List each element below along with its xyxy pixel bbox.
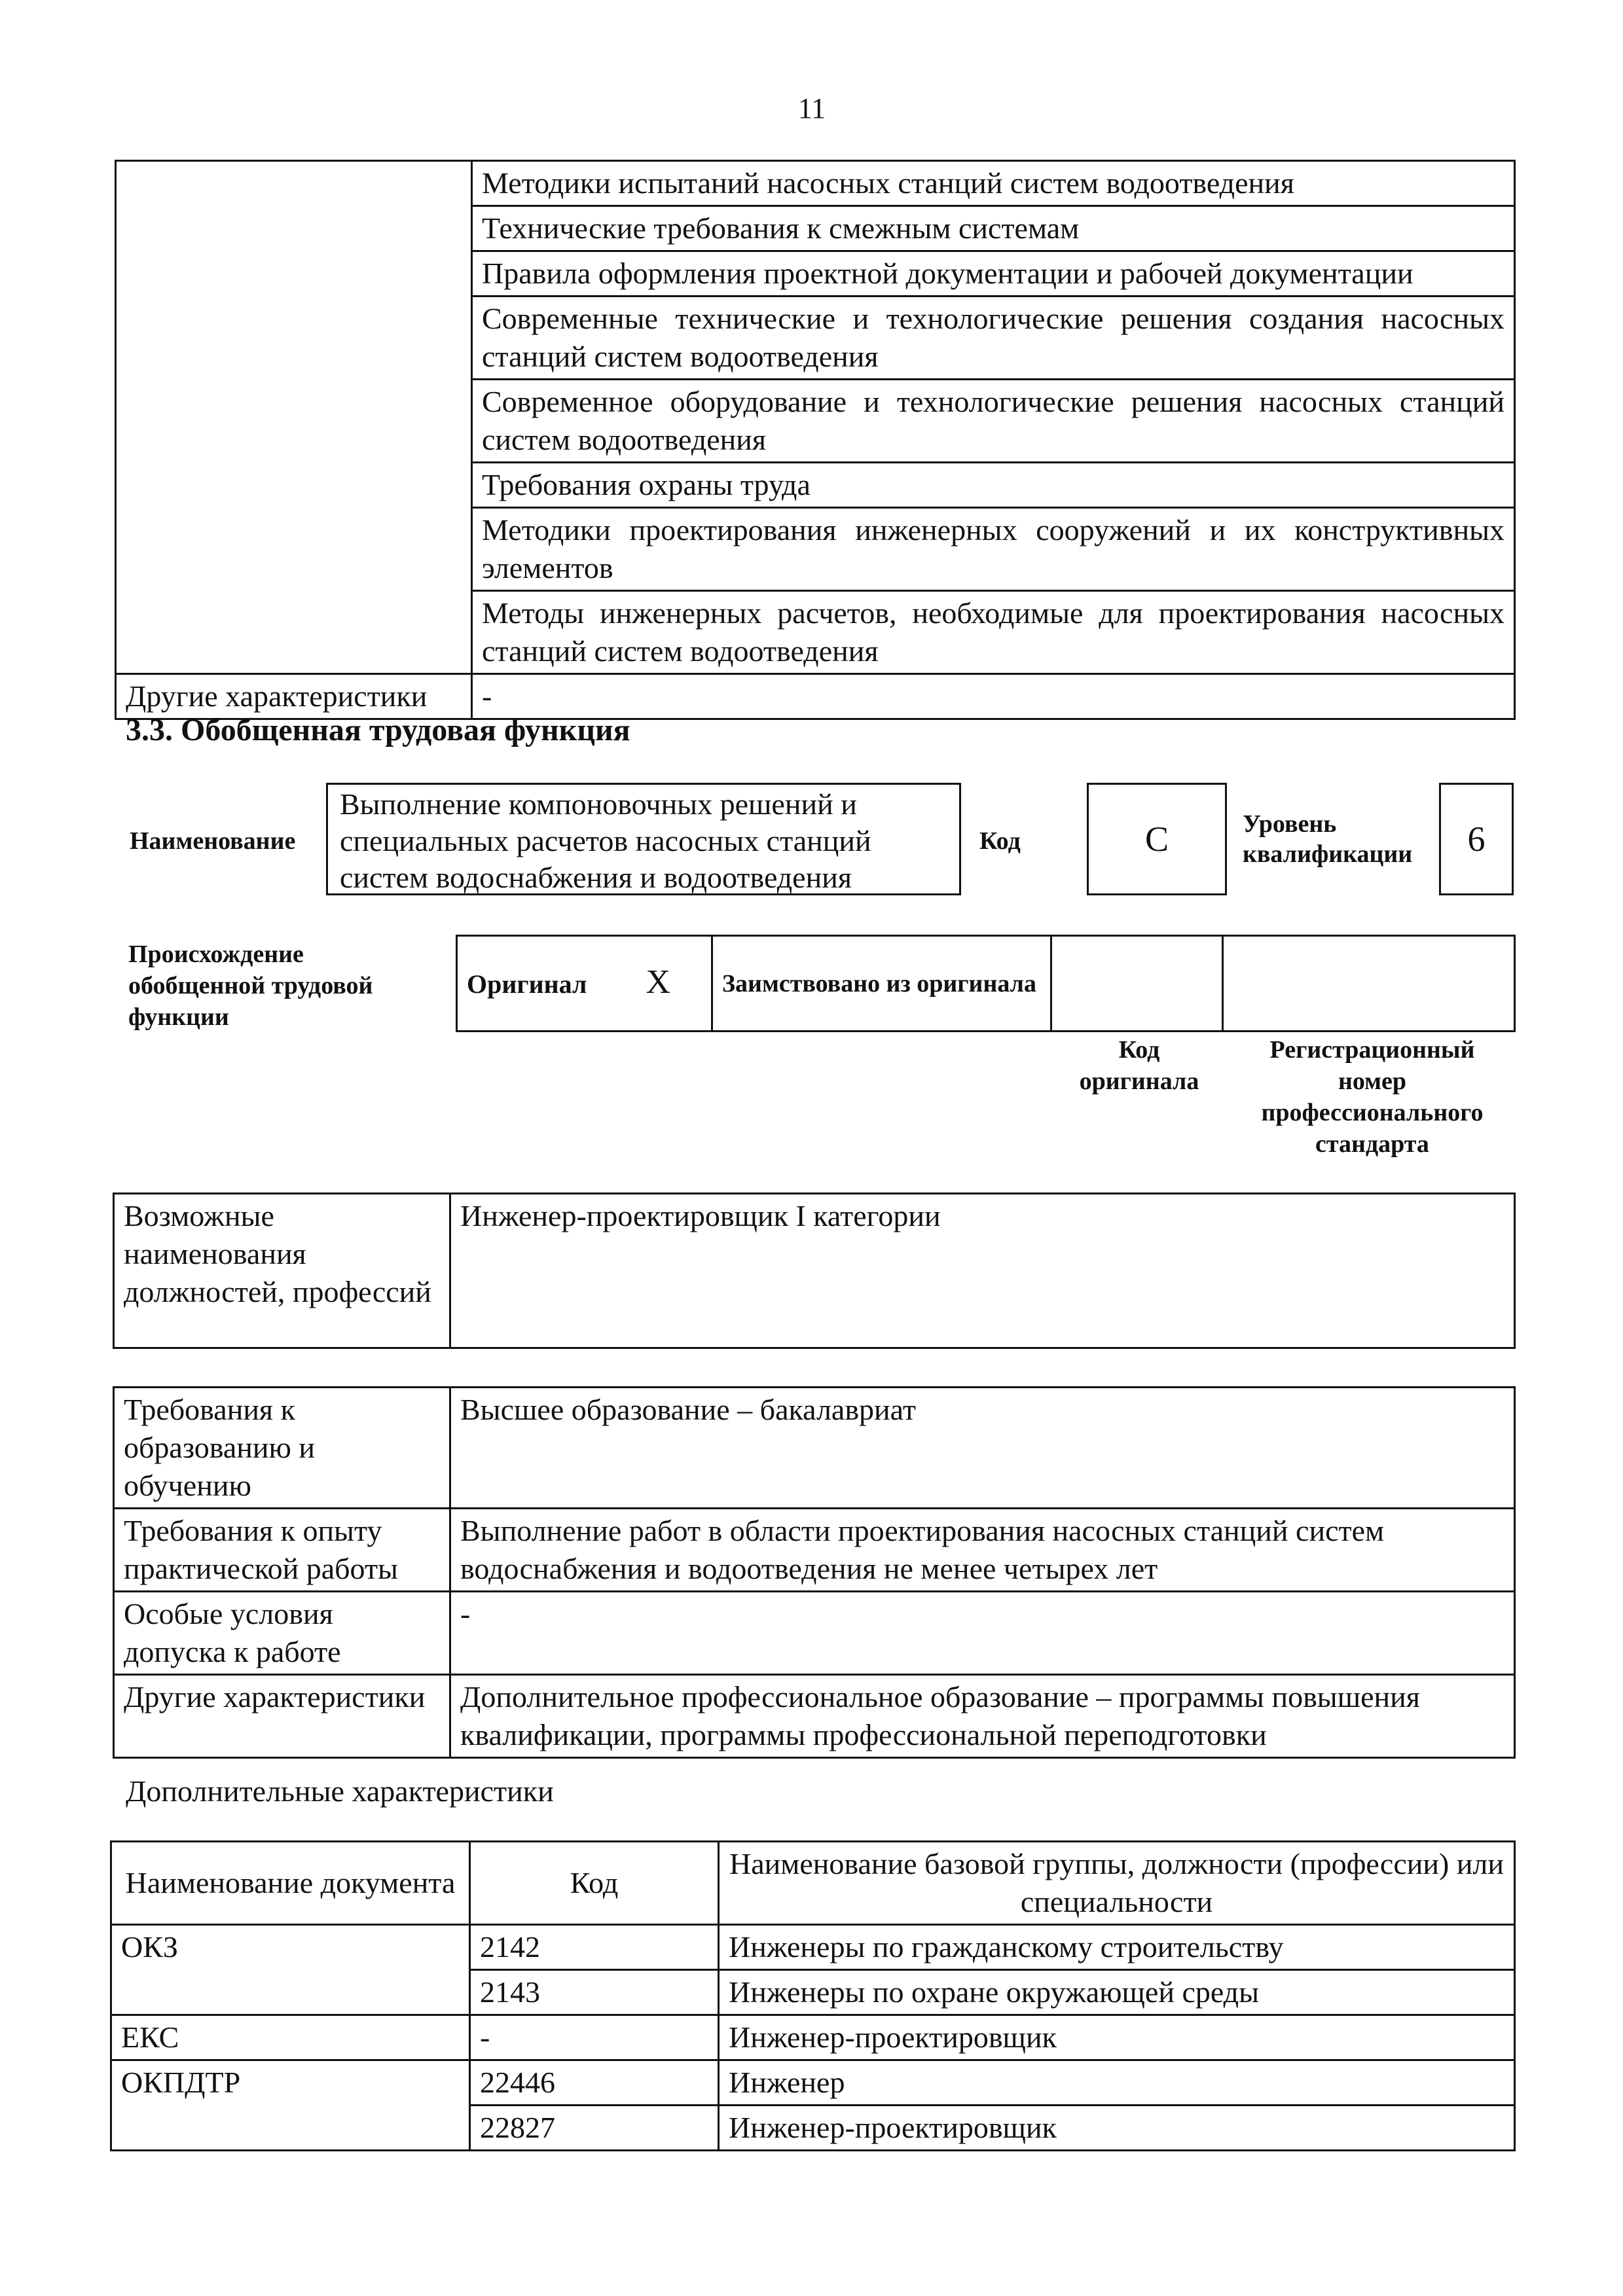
knowledge-label-cell — [116, 161, 472, 674]
origin-original-mark: Х — [646, 963, 671, 1001]
req-education-label: Требования к образованию и обучению — [114, 1388, 450, 1509]
row-name: Инженер-проектировщик — [719, 2015, 1515, 2060]
other-characteristics-label: Другие характеристики — [116, 674, 472, 719]
req-other-label: Другие характеристики — [114, 1675, 450, 1758]
requirements-table — [113, 1386, 1516, 1759]
row-name: Инженеры по гражданскому строительству — [719, 1925, 1515, 1970]
origin-original-cell — [457, 936, 712, 1031]
origin-code-cell — [1051, 936, 1223, 1031]
req-experience-label: Требования к опыту практической работы — [114, 1509, 450, 1592]
origin-table — [456, 935, 1516, 1032]
origin-borrowed-label: Заимствовано из оригинала — [712, 936, 1051, 1031]
row-doc: ЕКС — [111, 2015, 470, 2060]
gtf-name-box — [326, 783, 961, 895]
req-other-value: Дополнительное профессиональное образование – программы повышения квалификации, программы профессиональной переподготовки — [450, 1675, 1515, 1758]
section-title: 3.3. Обобщенная трудовая функция — [126, 713, 630, 747]
req-special-label: Особые условия допуска к работе — [114, 1592, 450, 1675]
other-characteristics-value: - — [472, 674, 1515, 719]
row-name: Инженеры по охране окружающей среды — [719, 1970, 1515, 2015]
row-name: Инженер — [719, 2060, 1515, 2106]
origin-original-label: Оригинал — [467, 969, 587, 999]
knowledge-item: Требования охраны труда — [472, 463, 1515, 508]
additional-table — [110, 1840, 1516, 2151]
origin-reg-caption: Регистрационный номер профессионального стандарта — [1261, 1036, 1484, 1158]
header-code: Код — [470, 1842, 719, 1925]
row-doc: ОКЗ — [111, 1925, 470, 2015]
header-name: Наименование базовой группы, должности (профессии) или специальности — [719, 1842, 1515, 1925]
gtf-level-box — [1439, 783, 1514, 895]
additional-title: Дополнительные характеристики — [126, 1774, 554, 1808]
origin-label: Происхождение обобщенной трудовой функции — [128, 941, 373, 1031]
gtf-code-value: С — [1144, 819, 1169, 859]
positions-value: Инженер-проектировщик I категории — [450, 1194, 1515, 1348]
knowledge-item: Методики испытаний насосных станций систем водоотведения — [472, 161, 1515, 206]
code-label: Код — [979, 827, 1021, 855]
origin-reg-cell — [1223, 936, 1515, 1031]
req-experience-value: Выполнение работ в области проектирования насосных станций систем водоснабжения и водоотведения не менее четырех лет — [450, 1509, 1515, 1592]
positions-label: Возможные наименования должностей, профессий — [114, 1194, 450, 1348]
name-label: Наименование — [130, 827, 296, 855]
gtf-code-box — [1087, 783, 1227, 895]
row-code: 2143 — [470, 1970, 719, 2015]
row-code: 22827 — [470, 2106, 719, 2151]
gtf-name-value: Выполнение компоновочных решений и специальных расчетов насосных станций систем водоснабжения и водоотведения — [340, 787, 871, 894]
knowledge-item: Современное оборудование и технологические решения насосных станций систем водоотведения — [472, 380, 1515, 463]
origin-code-caption: Код оригинала — [1079, 1036, 1199, 1095]
knowledge-item: Правила оформления проектной документации и рабочей документации — [472, 251, 1515, 296]
knowledge-item: Технические требования к смежным системам — [472, 206, 1515, 251]
row-code: - — [470, 2015, 719, 2060]
knowledge-item: Методы инженерных расчетов, необходимые для проектирования насосных станций систем водоотведения — [472, 591, 1515, 674]
gtf-level-value: 6 — [1467, 819, 1486, 859]
req-education-value: Высшее образование – бакалавриат — [450, 1388, 1515, 1509]
row-name: Инженер-проектировщик — [719, 2106, 1515, 2151]
row-code: 2142 — [470, 1925, 719, 1970]
knowledge-item: Методики проектирования инженерных сооружений и их конструктивных элементов — [472, 508, 1515, 591]
row-doc: ОКПДТР — [111, 2060, 470, 2151]
header-doc: Наименование документа — [111, 1842, 470, 1925]
knowledge-item: Современные технические и технологические решения создания насосных станций систем водоотведения — [472, 296, 1515, 380]
knowledge-table — [115, 160, 1516, 720]
positions-table — [113, 1193, 1516, 1349]
row-code: 22446 — [470, 2060, 719, 2106]
level-label: Уровень квалификации — [1243, 810, 1413, 868]
req-special-value: - — [450, 1592, 1515, 1675]
page-number: 11 — [797, 92, 826, 124]
